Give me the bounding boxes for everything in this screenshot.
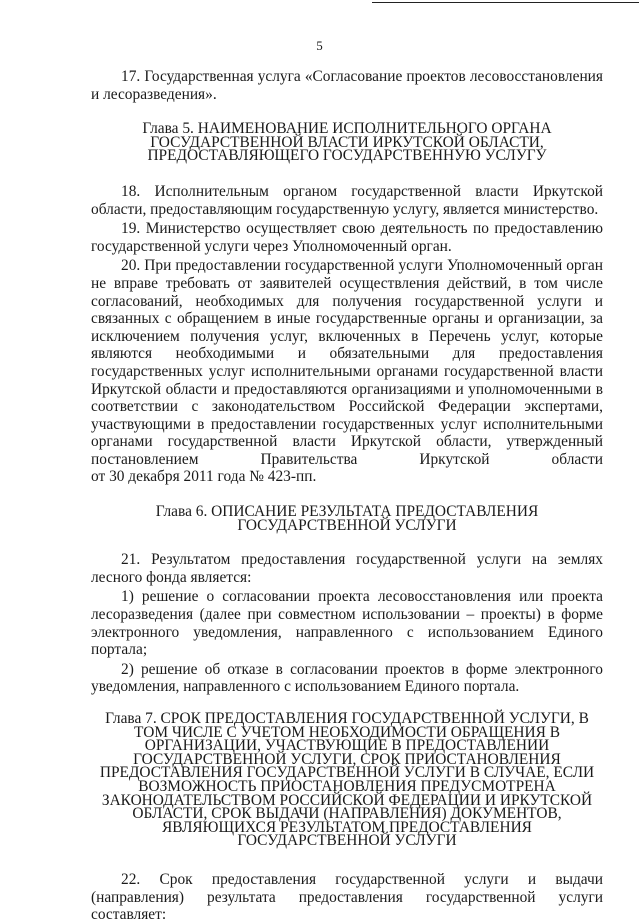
heading-line: ПРЕДОСТАВЛЯЮЩЕГО ГОСУДАРСТВЕННУЮ УСЛУГУ	[147, 147, 547, 165]
chapter-5-heading	[91, 122, 603, 163]
paragraph-18: 18. Исполнительным органом государственной власти Иркутской области, предоставляющим государственную услугу, является министерство.	[91, 182, 603, 218]
paragraph-20: 20. При предоставлении государственной услуги Уполномоченный орган не вправе требовать от заявителей осуществления действий, в том числе согласований, необходимых для получения государственной услуги и связанных с обращением в иные государственные органы и организации, за исключением получения услуг, включенных в Перечень услуг, которые являются необходимыми и обязательными для предоставления государственных услуг исполнительными органами государственной власти Иркутской области и предоставляются организациями и уполномоченными в соответствии с законодательством Российской Федерации экспертами, участвующими в предоставлении государственных услуг исполнительными органами государственной власти Иркутской области, утвержденный постановлением Правительства Иркутской области	[91, 257, 603, 468]
heading-line: ПРЕДОСТАВЛЕНИЯ ГОСУДАРСТВЕННОЙ УСЛУГИ В СЛУЧАЕ, ЕСЛИ	[99, 764, 595, 782]
heading-line: Глава 7. СРОК ПРЕДОСТАВЛЕНИЯ ГОСУДАРСТВЕННОЙ УСЛУГИ, В	[105, 710, 589, 727]
heading-line: ГОСУДАРСТВЕННОЙ ВЛАСТИ ИРКУТСКОЙ ОБЛАСТИ,	[150, 133, 544, 151]
paragraph-21-item-2: 2) решение об отказе в согласовании проектов в форме электронного уведомления, направленного с использованием Единого портала.	[91, 660, 603, 696]
paragraph-20-end: от 30 декабря 2011 года № 423-пп.	[91, 468, 317, 486]
heading-line: ЗАКОНОДАТЕЛЬСТВОМ РОССИЙСКОЙ ФЕДЕРАЦИИ И ИРКУТСКОЙ	[101, 791, 593, 809]
heading-line: ГОСУДАРСТВЕННОЙ УСЛУГИ	[237, 516, 457, 534]
paragraph-19: 19. Министерство осуществляет свою деятельность по предоставлению государственной услуги через Уполномоченный орган.	[91, 220, 603, 255]
chapter-7-heading	[91, 712, 603, 848]
heading-line: ЯВЛЯЮЩИХСЯ РЕЗУЛЬТАТОМ ПРЕДОСТАВЛЕНИЯ	[162, 818, 532, 836]
chapter-6-heading	[91, 505, 603, 532]
heading-line: ОБЛАСТИ, СРОК ВЫДАЧИ (НАПРАВЛЕНИЯ) ДОКУМЕНТОВ,	[132, 805, 562, 823]
heading-line: Глава 5. НАИМЕНОВАНИЕ ИСПОЛНИТЕЛЬНОГО ОРГАНА	[142, 120, 552, 138]
paragraph-21: 21. Результатом предоставления государственной услуги на землях лесного фонда является:	[91, 551, 603, 586]
document-body	[91, 68, 603, 924]
heading-line: Глава 6. ОПИСАНИЕ РЕЗУЛЬТАТА ПРЕДОСТАВЛЕНИЯ	[155, 503, 539, 521]
heading-line: ТОМ ЧИСЛЕ С УЧЕТОМ НЕОБХОДИМОСТИ ОБРАЩЕНИЯ В	[134, 723, 560, 741]
paragraph-21-item-1: 1) решение о согласовании проекта лесовосстановления или проекта лесоразведения (далее при совместном использовании – проекты) в форме электронного уведомления, направленного с использованием Единого портала;	[91, 588, 603, 659]
page-number: 5	[316, 38, 323, 53]
top-rule	[372, 2, 639, 3]
heading-line: ОРГАНИЗАЦИИ, УЧАСТВУЮЩИЕ В ПРЕДОСТАВЛЕНИИ	[144, 737, 550, 755]
paragraph-17: 17. Государственная услуга «Согласование проектов лесовосстановления и лесоразведения».	[91, 68, 603, 103]
heading-line: ВОЗМОЖНОСТЬ ПРИОСТАНОВЛЕНИЯ ПРЕДУСМОТРЕНА	[138, 777, 556, 795]
heading-line: ГОСУДАРСТВЕННОЙ УСЛУГИ, СРОК ПРИОСТАНОВЛЕНИЯ	[133, 750, 561, 768]
paragraph-22: 22. Срок предоставления государственной услуги и выдачи (направления) результата предоставления государственной услуги составляет:	[91, 870, 603, 924]
heading-line: ГОСУДАРСТВЕННОЙ УСЛУГИ	[237, 832, 457, 850]
